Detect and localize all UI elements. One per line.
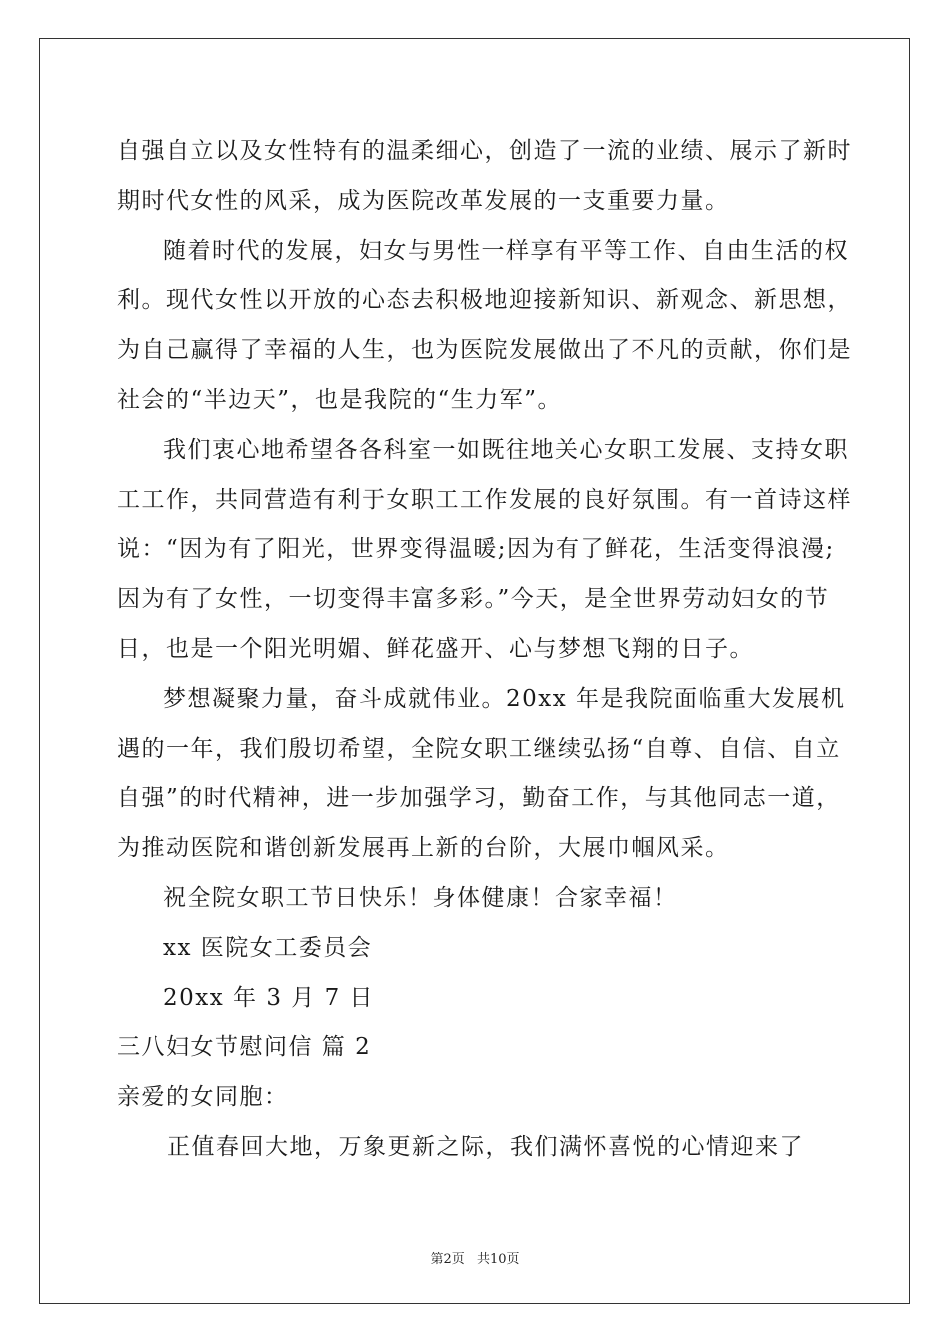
signature-org: xx 医院女工委员会 — [163, 934, 373, 961]
text-line: 为自己赢得了幸福的人生，也为医院发展做出了不凡的贡献，你们是 — [117, 337, 852, 364]
text-line: 日，也是一个阳光明媚、鲜花盛开、心与梦想飞翔的日子。 — [117, 635, 754, 662]
paragraph-start: 我们衷心地希望各各科室一如既往地关心女职工发展、支持女职 — [163, 436, 849, 463]
page-number: 第2页 — [430, 1252, 465, 1267]
text-line: 自强自立以及女性特有的温柔细心，创造了一流的业绩、展示了新时 — [117, 138, 852, 164]
document-body — [117, 127, 852, 1173]
text-line: 期时代女性的风采，成为医院改革发展的一支重要力量。 — [117, 187, 730, 214]
text-line: 遇的一年，我们殷切希望，全院女职工继续弘扬“自尊、自信、自立 — [117, 735, 841, 762]
paragraph-start: 梦想凝聚力量，奋斗成就伟业。20xx 年是我院面临重大发展机 — [163, 685, 846, 712]
text-line: 说：“因为有了阳光，世界变得温暖;因为有了鲜花，生活变得浪漫; — [117, 536, 835, 563]
text-line: 利。现代女性以开放的心态去积极地迎接新知识、新观念、新思想， — [117, 287, 852, 314]
page-footer — [0, 1248, 950, 1267]
greeting-line: 祝全院女职工节日快乐！身体健康！合家幸福！ — [163, 884, 678, 911]
paragraph-start: 正值春回大地，万象更新之际，我们满怀喜悦的心情迎来了 — [167, 1133, 804, 1160]
text-line: 社会的“半边天”，也是我院的“生力军”。 — [117, 386, 563, 413]
salutation: 亲爱的女同胞： — [117, 1084, 289, 1111]
signature-date: 20xx 年 3 月 7 日 — [163, 984, 375, 1011]
text-line: 自强”的时代精神，进一步加强学习，勤奋工作，与其他同志一道， — [117, 785, 841, 812]
text-line: 为推动医院和谐创新发展再上新的台阶，大展巾帼风采。 — [117, 835, 730, 862]
text-line: 因为有了女性，一切变得丰富多彩。”今天，是全世界劳动妇女的节 — [117, 586, 830, 613]
text-line: 工工作，共同营造有利于女职工工作发展的良好氛围。有一首诗这样 — [117, 486, 852, 513]
section-heading: 三八妇女节慰问信 篇 2 — [117, 1034, 372, 1061]
page-total: 共10页 — [476, 1252, 520, 1267]
paragraph-start: 随着时代的发展，妇女与男性一样享有平等工作、自由生活的权 — [163, 237, 849, 264]
